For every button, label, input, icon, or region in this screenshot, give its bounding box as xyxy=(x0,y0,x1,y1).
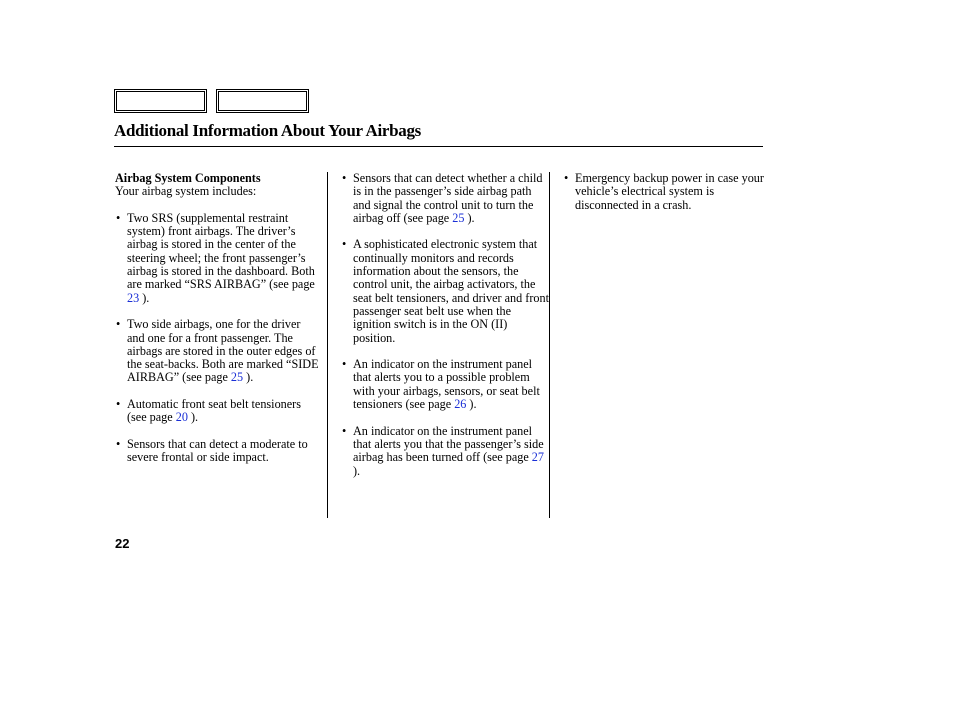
page-link[interactable]: 26 xyxy=(454,397,467,412)
page-link[interactable]: 23 xyxy=(127,290,140,305)
list-item: • Emergency backup power in case your vehicle’s electrical system is disconnected in a crash. xyxy=(563,172,764,212)
list-item: • Automatic front seat belt tensioners (see page 20 ). xyxy=(115,398,321,425)
nav-button-prev[interactable] xyxy=(114,89,207,113)
list-item: • Two side airbags, one for the driver and one for a front passenger. The airbags are stored in the outer edges of the seat-backs. Both are marked “SIDE AIRBAG” (see page 25 ). xyxy=(115,318,321,384)
column-2 xyxy=(327,172,550,518)
list-item: • Two SRS (supplemental restraint system) front airbags. The driver’s airbag is stored in the center of the steering wheel; the front passenger’s airbag is stored in the dashboard. Both are marked “SRS AIRBAG” (see page 23 ). xyxy=(115,212,321,305)
page-link[interactable]: 25 xyxy=(230,370,244,385)
list-item: • Sensors that can detect a moderate to severe frontal or side impact. xyxy=(115,438,321,465)
intro-text: Your airbag system includes: xyxy=(115,184,257,199)
title-rule xyxy=(114,146,763,147)
column-1 xyxy=(115,172,321,465)
list-item: • An indicator on the instrument panel that alerts you that the passenger’s side airbag has been turned off (see page 27 ). xyxy=(341,425,550,478)
list-item: • An indicator on the instrument panel that alerts you to a possible problem with your airbags, sensors, or seat belt tensioners (see page 26 ). xyxy=(341,358,550,411)
list-item: • A sophisticated electronic system that continually monitors and records information about the sensors, the control unit, the airbag activators, the seat belt tensioners, and driver and front passenger seat belt use when the ignition switch is in the ON (II) position. xyxy=(341,238,550,344)
section-heading: Airbag System Components xyxy=(115,171,261,185)
page-title: Additional Information About Your Airbags xyxy=(114,121,421,140)
page-link[interactable]: 20 xyxy=(175,410,188,425)
page-link[interactable]: 25 xyxy=(452,210,465,225)
page-link[interactable]: 27 xyxy=(531,450,544,465)
page-number: 22 xyxy=(115,536,130,551)
nav-button-next[interactable] xyxy=(216,89,309,113)
column-3 xyxy=(549,172,764,518)
list-item: • Sensors that can detect whether a child is in the passenger’s side airbag path and signal the control unit to turn the airbag off (see page 25 ). xyxy=(341,172,550,225)
